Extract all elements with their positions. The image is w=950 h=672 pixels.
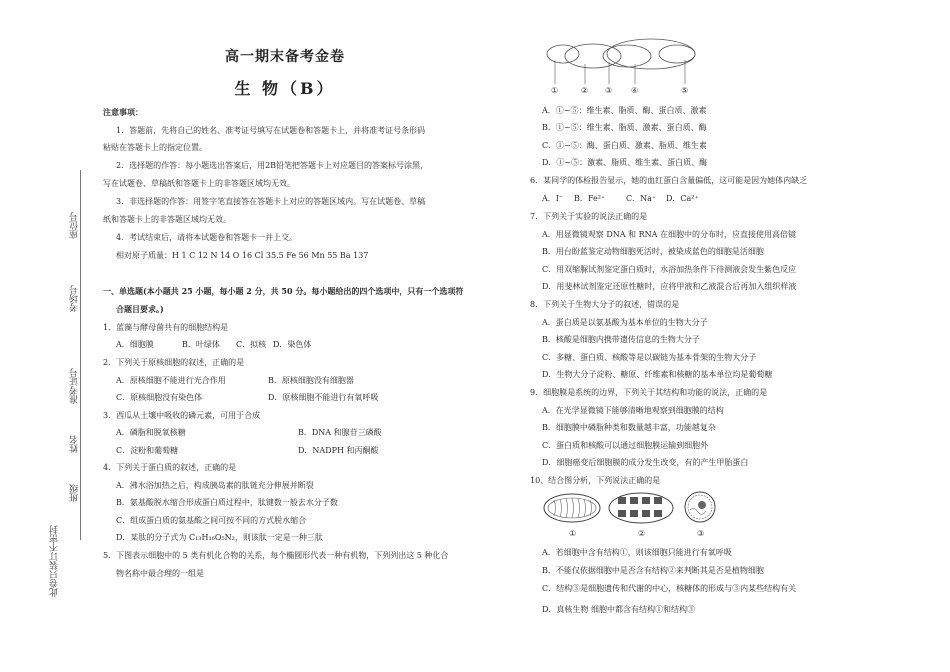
ellipse-outline (547, 45, 579, 63)
question-stem: 3．西瓜从土壤中吸收的磷元素，可用于合成 (103, 411, 261, 420)
option-d: D．Ca²⁺ (666, 194, 699, 203)
option-d: D．原核细胞不能进行有氧呼吸 (268, 393, 379, 402)
seat-number-label: 座位号 (70, 212, 80, 239)
section-heading: 一、单选题(本小题共 25 小题，每小题 2 分，共 50 分。每小题给出的四个选项中，只有一个选项符 (103, 286, 464, 296)
option-b: B．细胞膜中磷脂种类和数量越丰富，功能越复杂 (542, 423, 716, 432)
option-d: D．生物大分子淀粉、糖原、纤维素和核糖的基本单位均是葡萄糖 (542, 370, 773, 379)
nucleus-figure (685, 492, 715, 522)
figure-label: ① (569, 529, 577, 538)
figure-label: ③ (697, 529, 705, 538)
option-c: C．①~⑤：酶、蛋白质、激素、脂质、维生素 (542, 141, 707, 150)
option-a: A．①~⑤：维生素、脂质、酶、蛋白质、激素 (542, 106, 707, 115)
question-stem: 7．下列关于实验的说法正确的是 (530, 212, 648, 221)
option-a: A．I⁻ (542, 194, 564, 203)
option-a: A．原核细胞不能进行光合作用 (116, 376, 226, 385)
diagram-label: ④ (631, 86, 639, 95)
question-stem: 4．下列关于蛋白质的叙述，正确的是 (103, 463, 237, 472)
name-label: 姓名 (70, 435, 80, 453)
class-label: 班级 (70, 484, 80, 502)
paper-title: 高一期末备考金卷 (225, 49, 345, 65)
option-d: D．某肽的分子式为 C₁₃H₁₆O₅N₂，则该肽一定是一种三肽 (116, 533, 323, 542)
option-c: C．结构③是细胞遗传和代谢的中心，核糖体的形成与③内某些结构有关 (542, 584, 797, 593)
option-d: D．用斐林试剂鉴定还原性糖时，应将甲液和乙液混合后再加入组织样液 (542, 282, 797, 291)
notice-line: 粘贴在答题卡上的指定位置。 (103, 143, 207, 152)
question-stem: 8．下列关于生物大分子的叙述，错误的是 (530, 300, 680, 309)
ellipse-outline (659, 45, 695, 63)
option-c: C．原核细胞没有染色体 (116, 393, 203, 402)
organic-compounds-diagram (535, 36, 715, 96)
diagram-label: ③ (605, 86, 613, 95)
option-a: A．蛋白质是以氨基酸为基本单位的生物大分子 (542, 318, 708, 327)
organelle-figure (540, 488, 740, 540)
option-c: C．淀粉和葡萄糖 (116, 446, 179, 455)
atomic-mass-line: 相对原子质量：H 1 C 12 N 14 O 16 Cl 35.5 Fe 56 Mn 55 Ba 137 (116, 251, 369, 260)
option-b: B．氨基酸脱水缩合形成蛋白质过程中，肽键数一般去水分子数 (116, 498, 338, 507)
question-stem: 10、结合图分析，下列说法正确的是 (530, 476, 661, 485)
figure-label: ② (638, 529, 646, 538)
option-c: C．多糖、蛋白质、核酸等是以碳链为基本骨架的生物大分子 (542, 353, 757, 362)
option-b: B．①~⑤：维生素、脂质、激素、蛋白质、酶 (542, 123, 707, 132)
seal-notice: 此卷只装订不密封 (50, 525, 60, 597)
option-c: C．Na⁺ (626, 194, 657, 203)
option-b: B．Fe²⁺ (574, 194, 606, 203)
diagram-label: ① (551, 86, 559, 95)
question-stem: 1．蓝藻与酵母菌共有的细胞结构是 (103, 323, 229, 332)
question-stem: 9．细胞膜是系统的边界，下列关于其结构和功能的说法，正确的是 (530, 388, 768, 397)
option-b: B．原核细胞没有细胞器 (268, 376, 354, 385)
notice-heading: 注意事项： (103, 107, 143, 117)
option-c: C．拟核 (236, 340, 267, 349)
option-a: A．在光学显微镜下能够清晰地观察到细胞膜的结构 (542, 406, 724, 415)
mitochondrion-figure (544, 494, 600, 522)
section-heading-cont: 合题目要求。) (116, 304, 164, 314)
option-a: A．磷脂和脱氧核糖 (116, 428, 186, 437)
option-b: B．用台盼蓝鉴定动物细胞死活时，被染成蓝色的细胞是活细胞 (542, 247, 764, 256)
option-d: D．真核生物 细胞中都含有结构①和结构③ (542, 605, 695, 614)
option-d: D．细胞癌变后细胞膜的成分发生改变，有的产生甲胎蛋白 (542, 458, 749, 467)
notice-line: 3．非选择题的作答：用签字笔直接答在答题卡上对应的答题区域内。写在试题卷、草稿 (116, 197, 426, 206)
option-b: B．叶绿体 (182, 340, 220, 349)
option-a: A．细胞膜 (116, 340, 154, 349)
option-b: B．不能仅依据细胞中是否含有结构②来判断其是否是植物细胞 (542, 566, 764, 575)
exam-room-label: 考场号 (70, 285, 80, 312)
diagram-label: ⑤ (681, 86, 689, 95)
ticket-number-label: 准考证号 (70, 368, 80, 404)
option-a: A．若细胞中含有结构①，则该细胞只能进行有氧呼吸 (542, 548, 732, 557)
diagram-label: ② (581, 86, 589, 95)
option-d: D．①~⑤：激素、脂质、维生素、蛋白质、酶 (542, 158, 708, 167)
option-c: C．组成蛋白质的氨基酸之间可按不同的方式脱水缩合 (116, 516, 307, 525)
notice-line: 2．选择题的作答：每小题选出答案后，用2B铅笔把答题卡上对应题目的答案标号涂黑， (116, 161, 429, 170)
option-a: A．沸水浴加热之后，构成胰岛素的肽链充分伸展并断裂 (116, 481, 314, 490)
notice-line: 纸和答题卡上的非答题区域均无效。 (103, 215, 231, 224)
notice-line: 写在试题卷、草稿纸和答题卡上的非答题区域均无效。 (103, 179, 295, 188)
option-d: D．NADPH 和丙酮酸 (298, 446, 379, 455)
chloroplast-figure (609, 493, 673, 523)
option-a: A．用显微镜观察 DNA 和 RNA 在细胞中的分布时，应直接使用高倍镜 (542, 230, 796, 239)
question-stem: 5．下图表示细胞中的 5 类有机化合物的关系，每个椭圆形代表一种有机物，下列列出这 5 种化合 (103, 551, 449, 560)
question-stem: 2．下列关于原核细胞的叙述，正确的是 (103, 358, 245, 367)
option-b: B．DNA 和腺苷三磷酸 (298, 428, 382, 437)
option-c: C．用双缩脲试剂鉴定蛋白质时，水浴加热条件下待测液会发生紫色反应 (542, 265, 797, 274)
question-stem-cont: 物名称中最合理的一组是 (116, 569, 204, 578)
question-stem: 6．某同学的体检报告显示，她的血红蛋白含量偏低，这可能是因为她体内缺乏 (530, 176, 808, 185)
option-b: B．核酸是细胞内携带遗传信息的生物大分子 (542, 335, 700, 344)
notice-line: 1．答题前，先将自己的姓名、准考证号填写在试题卷和答题卡上，并将准考证号条形码 (116, 126, 426, 135)
option-c: C．蛋白质和核酸可以通过细胞膜运输到细胞外 (542, 441, 709, 450)
notice-line: 4．考试结束后，请将本试题卷和答题卡一并上交。 (116, 233, 298, 242)
subject-title: 生 物（B） (234, 79, 336, 98)
option-d: D．染色体 (273, 340, 312, 349)
